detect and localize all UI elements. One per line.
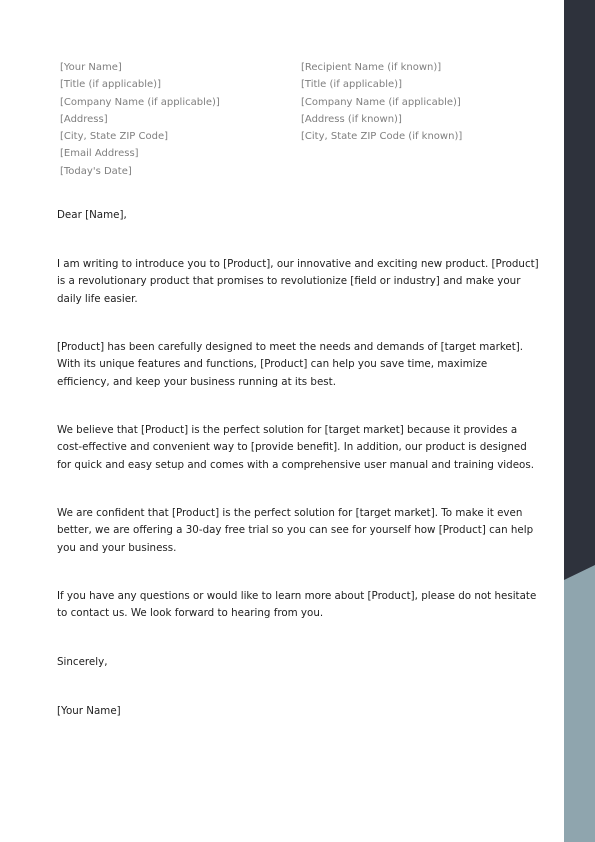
paragraph-text: [Product] has been carefully designed to meet the needs and demands of [target market]. With its unique features and functions, [Product] can help you save time, maximize efficiency, and keep your business running at its best. [57, 341, 524, 388]
paragraph-1 [57, 256, 542, 308]
sender-company: [Company Name (if applicable)] [60, 96, 220, 108]
closing-text: Sincerely, [57, 656, 108, 668]
paragraph-5 [57, 588, 542, 623]
salutation-text: Dear [Name], [57, 209, 127, 221]
recipient-address: [Address (if known)] [301, 113, 402, 125]
sender-name: [Your Name] [60, 62, 122, 73]
paragraph-text: If you have any questions or would like to learn more about [Product], please do not hesitate to contact us. We look forward to hearing from you. [57, 590, 537, 620]
recipient-city-state-zip: [City, State ZIP Code (if known)] [301, 131, 463, 143]
decorative-side-band [564, 0, 595, 842]
letter-date: [Today's Date] [60, 165, 132, 177]
sender-title: [Title (if applicable)] [60, 79, 161, 91]
paragraph-4 [57, 505, 542, 557]
closing [57, 654, 542, 671]
recipient-company: [Company Name (if applicable)] [301, 96, 461, 108]
paragraph-text: I am writing to introduce you to [Product], our innovative and exciting new product. [Product] is a revolutionary product that promises to revolutionize [field or industry] and make your daily life easier. [57, 258, 539, 305]
sender-city-state-zip: [City, State ZIP Code] [60, 131, 169, 143]
signature-name: [Your Name] [57, 705, 121, 717]
paragraph-2 [57, 339, 542, 391]
paragraph-text: We are confident that [Product] is the perfect solution for [target market]. To make it even better, we are offering a 30-day free trial so you can see for yourself how [Product] can help you and your business. [57, 507, 534, 554]
recipient-title: [Title (if applicable)] [301, 79, 402, 91]
salutation [57, 207, 542, 224]
signature [57, 703, 542, 720]
paragraph-3 [57, 422, 542, 474]
recipient-name: [Recipient Name (if known)] [301, 62, 442, 73]
paragraph-text: We believe that [Product] is the perfect solution for [target market] because it provides a cost-effective and convenient way to [provide benefit]. In addition, our product is designed for quick and easy setup and comes with a comprehensive user manual and training videos. [57, 424, 534, 471]
sender-address-block [60, 59, 290, 180]
sender-address: [Address] [60, 113, 108, 125]
sender-email: [Email Address] [60, 148, 139, 160]
recipient-address-block [301, 59, 551, 145]
